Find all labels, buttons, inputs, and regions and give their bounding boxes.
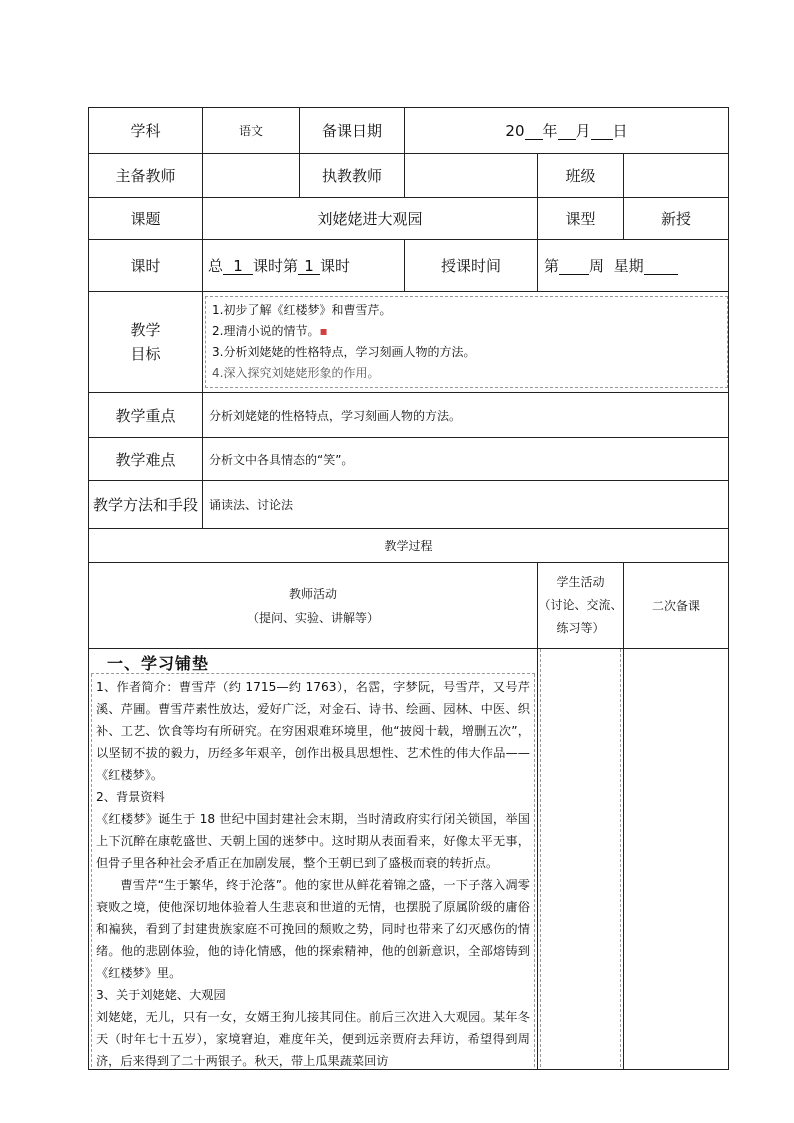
methods-label: 教学方法和手段 [89, 481, 203, 529]
student-activity-header: 学生活动 （讨论、交流、 练习等） [538, 563, 624, 649]
difficulties-value: 分析文中各具情态的“笑”。 [203, 438, 729, 481]
objectives-label: 教学 目标 [89, 292, 203, 393]
lead-teacher-value [203, 154, 300, 198]
class-time-label: 授课时间 [405, 240, 538, 292]
prep-date-label: 备课日期 [300, 108, 405, 154]
student-activity-content [538, 649, 624, 1070]
paragraph: 刘姥姥，无儿，只有一女，女婿王狗儿接其同住。前后三次进入大观园。某年冬天（时年七十五岁），家境窘迫，难度年关，便到远亲贾府去拜访，希望得到周济，后来得到了二十两银子。秋天，带上瓜果蔬菜回访 [96, 1010, 530, 1068]
teaching-teacher-value [405, 154, 538, 198]
process-title: 教学过程 [89, 529, 729, 563]
objective-item: 1.初步了解《红楼梦》和曹雪芹。 [212, 303, 392, 317]
lesson-plan-table [88, 107, 729, 1070]
objectives-cell [203, 292, 729, 393]
period-label: 课时 [89, 240, 203, 292]
key-points-label: 教学重点 [89, 393, 203, 438]
period-value: 总 1 课时第 1 课时 [203, 240, 405, 292]
subject-label: 学科 [89, 108, 203, 154]
second-prep-header: 二次备课 [624, 563, 729, 649]
paragraph: 1、作者简介：曹雪芹（约 1715—约 1763），名霑，字梦阮，号雪芹，又号芹溪、芹圃。曹雪芹素性放达，爱好广泛，对金石、诗书、绘画、园林、中医、织补、工艺、饮食等均有所研究。在穷困艰难环境里，他“披阅十载，增删五次”，以坚韧不拔的毅力，历经多年艰辛，创作出极具思想性、艺术性的伟大作品——《红楼梦》。 [96, 680, 530, 782]
objective-item: 4.深入探究刘姥姥形象的作用。 [212, 366, 380, 380]
subject-value: 语文 [203, 108, 300, 154]
second-prep-content [624, 649, 729, 1070]
paragraph: 3、关于刘姥姥、大观园 [96, 988, 226, 1002]
paragraph: 2、背景资料 [96, 790, 165, 804]
paragraph: 曹雪芹“生于繁华，终于沦落”。他的家世从鲜花着锦之盛，一下子落入凋零衰败之境，使他深切地体验着人生悲哀和世道的无情，也摆脱了原属阶级的庸俗和褊狭，看到了封建贵族家庭不可挽回的颓败之势，同时也带来了幻灭感伤的情绪。他的悲剧体验，他的诗化情感，他的探索精神，他的创新意识，全部熔铸到《红楼梦》里。 [96, 878, 530, 980]
objective-item: 3.分析刘姥姥的性格特点，学习刻画人物的方法。 [212, 345, 476, 359]
lead-teacher-label: 主备教师 [89, 154, 203, 198]
teacher-activity-content [89, 649, 538, 1070]
prep-date-value: 20 年 月 日 [405, 108, 729, 154]
section-heading: 一、学习铺垫 [91, 649, 535, 674]
topic-value: 刘姥姥进大观园 [203, 198, 538, 240]
class-value [624, 154, 729, 198]
paragraph: 《红楼梦》诞生于 18 世纪中国封建社会末期，当时清政府实行闭关锁国，举国上下沉醉在康乾盛世、天朝上国的迷梦中。这时期从表面看来，好像太平无事，但骨子里各种社会矛盾正在加剧发展，整个王朝已到了盛极而衰的转折点。 [96, 812, 530, 870]
key-points-value: 分析刘姥姥的性格特点，学习刻画人物的方法。 [203, 393, 729, 438]
methods-value: 诵读法、讨论法 [203, 481, 729, 529]
class-label: 班级 [538, 154, 624, 198]
type-value: 新授 [624, 198, 729, 240]
objectives-list [205, 296, 728, 388]
topic-label: 课题 [89, 198, 203, 240]
class-time-value: 第 周 星期 [538, 240, 729, 292]
process-text [91, 674, 535, 1070]
teacher-activity-header: 教师活动 （提问、实验、讲解等） [89, 563, 538, 649]
difficulties-label: 教学难点 [89, 438, 203, 481]
type-label: 课型 [538, 198, 624, 240]
objective-item: 2.理清小说的情节。▪ [212, 324, 328, 338]
teaching-teacher-label: 执教教师 [300, 154, 405, 198]
